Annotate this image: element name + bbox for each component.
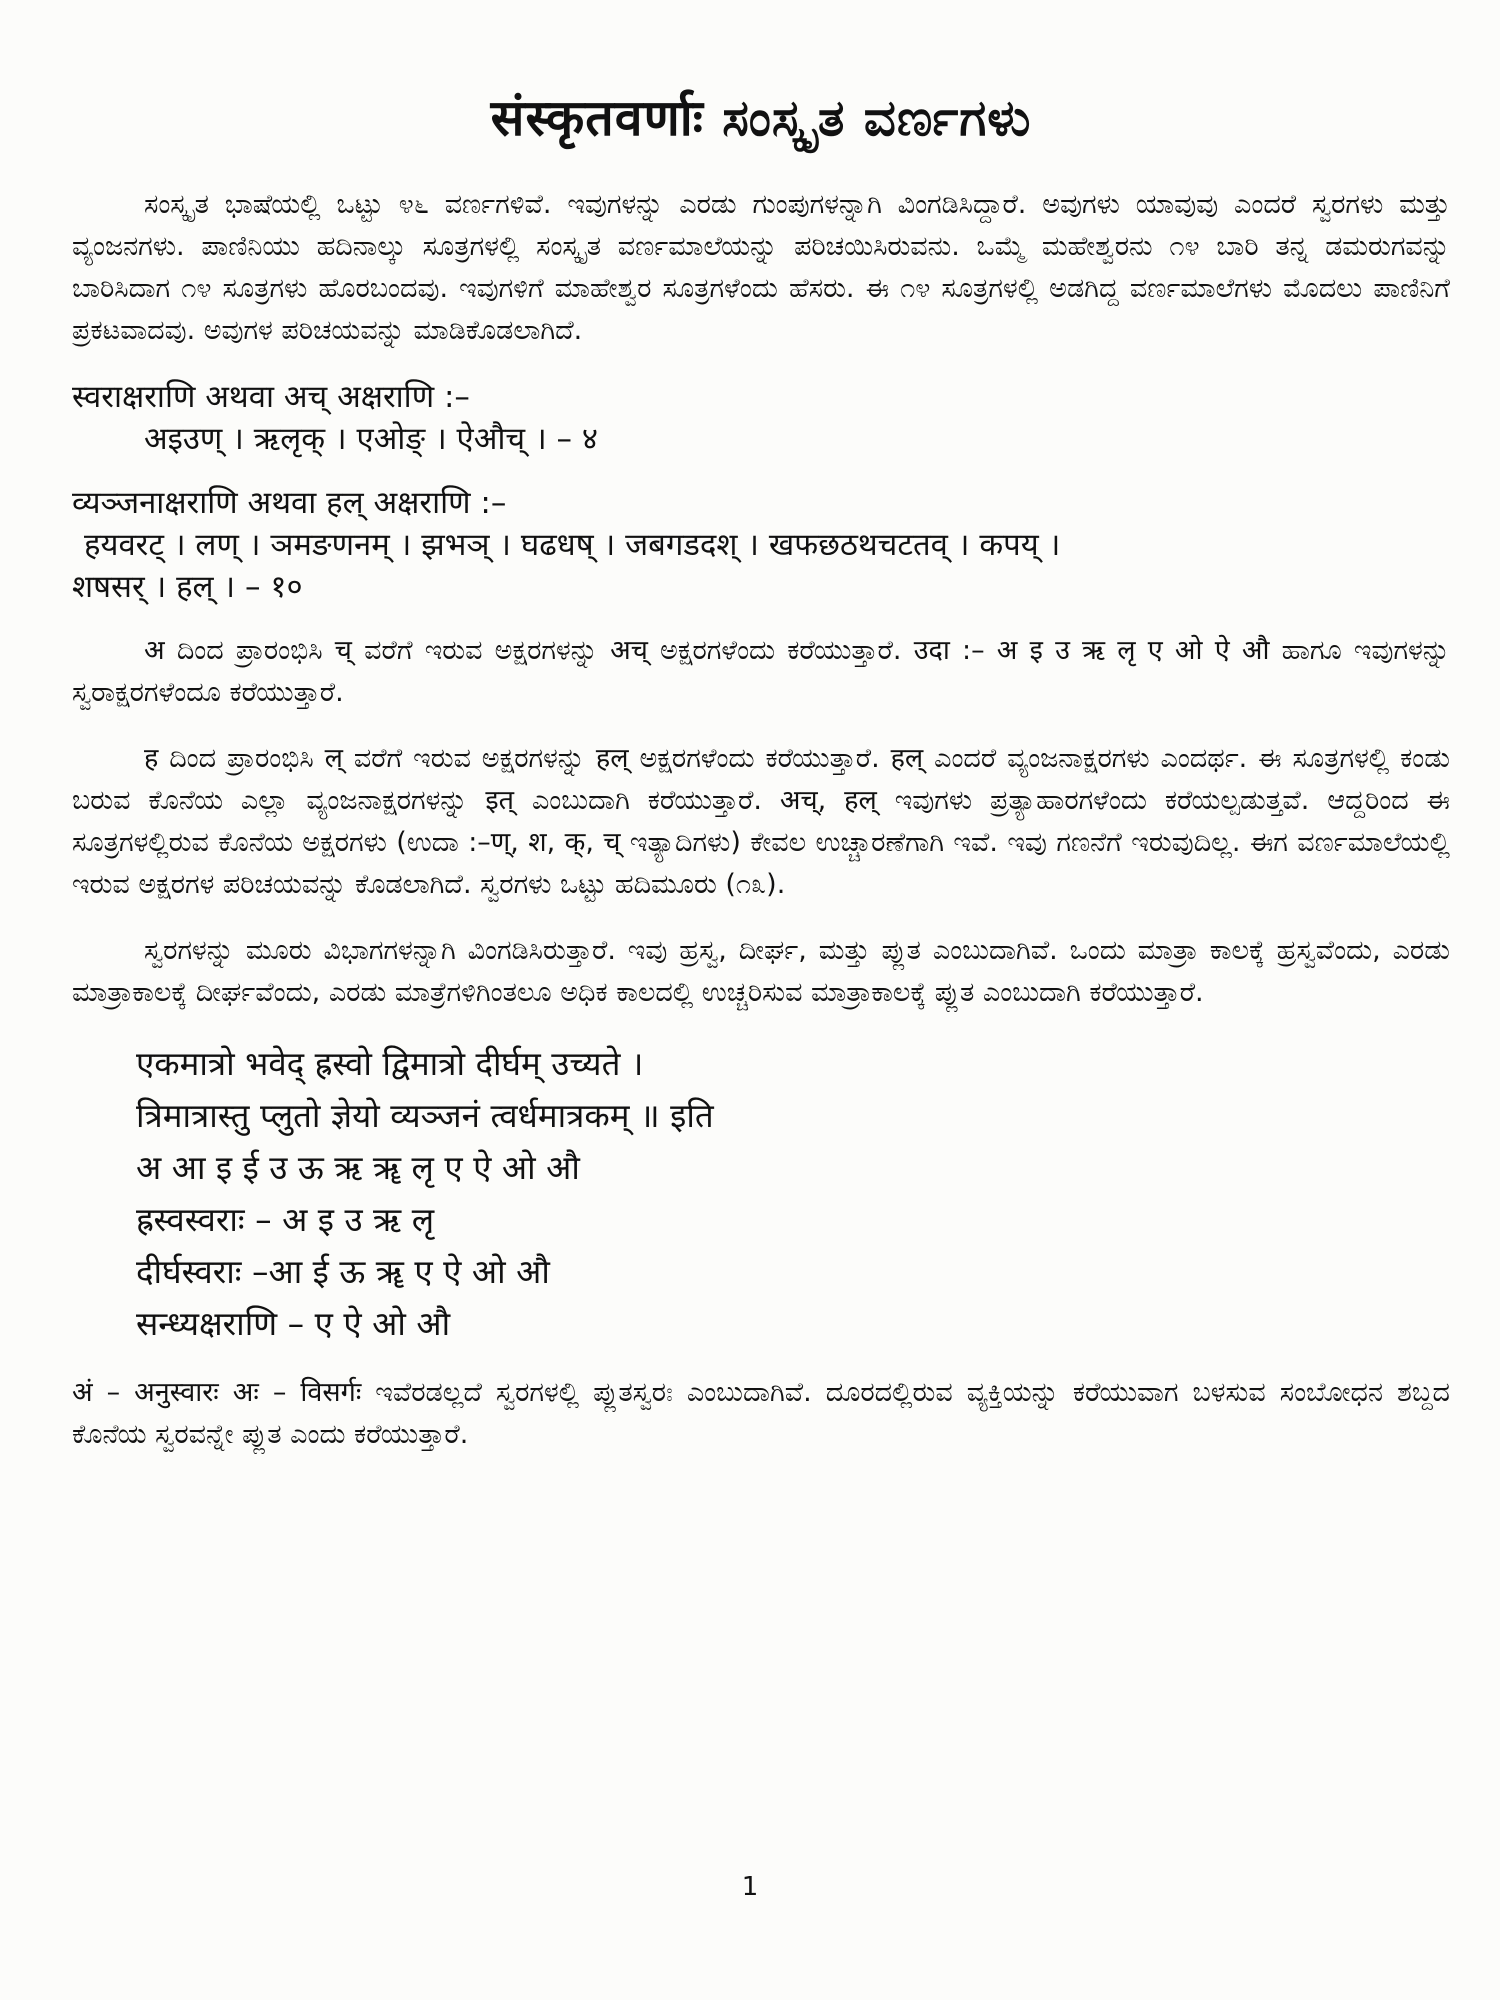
short-vowels-line: ह्रस्वस्वराः – अ इ उ ऋ लृ [136,1200,435,1239]
verse-line: त्रिमात्रास्तु प्लुतो ज्ञेयो व्यञ्जनं त्वर्धमात्रकम् ॥ इति [136,1096,714,1135]
vowel-classification-paragraph: ಸ್ವರಗಳನ್ನು ಮೂರು ವಿಭಾಗಗಳನ್ನಾಗಿ ವಿಂಗಡಿಸಿರುತ್ತಾರೆ. ಇವು ಹ್ರಸ್ವ, ದೀರ್ಘ, ಮತ್ತು ಪ್ಲುತ ಎಂಬುದಾಗಿವೆ. ಒಂದು ಮಾತ್ರಾ ಕಾಲಕ್ಕೆ ಹ್ರಸ್ವವೆಂದು, ಎರಡು ಮಾತ್ರಾಕಾಲಕ್ಕೆ ದೀರ್ಘವೆಂದು, ಎರಡು ಮಾತ್ರೆಗಳಿಗಿಂತಲೂ ಅಧಿಕ ಕಾಲದಲ್ಲಿ ಉಚ್ಚರಿಸುವ ಮಾತ್ರಾಕಾಲಕ್ಕೆ ಪ್ಲುತ ಎಂಬುದಾಗಿ ಕರೆಯುತ್ತಾರೆ. [72,935,1450,1008]
page-number: 1 [741,1872,759,1902]
verse-line: एकमात्रो भवेद् ह्रस्वो द्विमात्रो दीर्घम् उच्यते । [136,1044,644,1083]
intro-paragraph: ಸಂಸ್ಕೃತ ಭಾಷೆಯಲ್ಲಿ ಒಟ್ಟು ೪೬ ವರ್ಣಗಳಿವೆ. ಇವುಗಳನ್ನು ಎರಡು ಗುಂಪುಗಳನ್ನಾಗಿ ವಿಂಗಡಿಸಿದ್ದಾರೆ. ಅವುಗಳು ಯಾವುವು ಎಂದರೆ ಸ್ವರಗಳು ಮತ್ತು ವ್ಯಂಜನಗಳು. ಪಾಣಿನಿಯು ಹದಿನಾಲ್ಕು ಸೂತ್ರಗಳಲ್ಲಿ ಸಂಸ್ಕೃತ ವರ್ಣಮಾಲೆಯನ್ನು ಪರಿಚಯಿಸಿರುವನು. ಒಮ್ಮೆ ಮಹೇಶ್ವರನು ೧೪ ಬಾರಿ ತನ್ನ ಡಮರುಗವನ್ನು ಬಾರಿಸಿದಾಗ ೧೪ ಸೂತ್ರಗಳು ಹೊರಬಂದವು. ಇವುಗಳಿಗೆ ಮಾಹೇಶ್ವರ ಸೂತ್ರಗಳೆಂದು ಹೆಸರು. ಈ ೧೪ ಸೂತ್ರಗಳಲ್ಲಿ ಅಡಗಿದ್ದ ವರ್ಣಮಾಲೆಗಳು ಮೊದಲು ಪಾಣಿನಿಗೆ ಪ್ರಕಟವಾದವು. ಅವುಗಳ ಪರಿಚಯವನ್ನು ಮಾಡಿಕೊಡಲಾಗಿದೆ. [72,189,1450,346]
long-vowels-line: दीर्घस्वराः –आ ई ऊ ॠ ए ऐ ओ औ [136,1252,550,1291]
vowel-sutras-heading: स्वराक्षराणि अथवा अच् अक्षराणि :– [72,379,470,415]
vowel-sutras-line: अइउण् । ऋलृक् । एओङ् । ऐऔच् । – ४ [144,421,599,457]
closing-paragraph: अं – अनुस्वारः अः – विसर्गः ಇವೆರಡಲ್ಲದೆ ಸ್ವರಗಳಲ್ಲಿ ಪ್ಲುತಸ್ವರಃ ಎಂಬುದಾಗಿವೆ. ದೂರದಲ್ಲಿರುವ ವ್ಯಕ್ತಿಯನ್ನು ಕರೆಯುವಾಗ ಬಳಸುವ ಸಂಬೋಧನ ಶಬ್ದದ ಕೊನೆಯ ಸ್ವರವನ್ನೇ ಪ್ಲುತ ಎಂದು ಕರೆಯುತ್ತಾರೆ. [72,1377,1450,1450]
verse-block [72,1038,1450,1350]
vowel-sutras-block [72,376,1450,460]
consonant-sutras-line-1: हयवरट् । लण् । ञमङणनम् । झभञ् । घढधष् । जबगडदश् । खफछठथचटतव् । कपय् । [84,527,1061,563]
ach-paragraph: अ ದಿಂದ ಪ್ರಾರಂಭಿಸಿ च् ವರೆಗೆ ಇರುವ ಅಕ್ಷರಗಳನ್ನು अच् ಅಕ್ಷರಗಳೆಂದು ಕರೆಯುತ್ತಾರೆ. उदा :– अ इ उ ऋ लृ ए ओ ऐ औ ಹಾಗೂ ಇವುಗಳನ್ನು ಸ್ವರಾಕ್ಷರಗಳೆಂದೂ ಕರೆಯುತ್ತಾರೆ. [72,635,1450,708]
diphthongs-line: सन्ध्यक्षराणि – ए ऐ ओ औ [136,1304,451,1343]
vowel-list-line: अ आ इ ई उ ऊ ऋ ॠ लृ ए ऐ ओ औ [136,1148,580,1187]
consonant-sutras-line-2: शषसर् । हल् । – १० [72,569,303,605]
consonant-sutras-heading: व्यञ्जनाक्षराणि अथवा हल् अक्षराणि :– [72,485,507,521]
consonant-sutras-block [72,482,1450,608]
hal-paragraph: ह ದಿಂದ ಪ್ರಾರಂಭಿಸಿ ल् ವರೆಗೆ ಇರುವ ಅಕ್ಷರಗಳನ್ನು हल् ಅಕ್ಷರಗಳೆಂದು ಕರೆಯುತ್ತಾರೆ. हल् ಎಂದರೆ ವ್ಯಂಜನಾಕ್ಷರಗಳು ಎಂದರ್ಥ. ಈ ಸೂತ್ರಗಳಲ್ಲಿ ಕಂಡು ಬರುವ ಕೊನೆಯ ಎಲ್ಲಾ ವ್ಯಂಜನಾಕ್ಷರಗಳನ್ನು इत् ಎಂಬುದಾಗಿ ಕರೆಯುತ್ತಾರೆ. अच्, हल् ಇವುಗಳು ಪ್ರತ್ಯಾಹಾರಗಳೆಂದು ಕರೆಯಲ್ಪಡುತ್ತವೆ. ಆದ್ದರಿಂದ ಈ ಸೂತ್ರಗಳಲ್ಲಿರುವ ಕೊನೆಯ ಅಕ್ಷರಗಳು (ಉದಾ :–ण्, श, क्, च् ಇತ್ಯಾದಿಗಳು) ಕೇವಲ ಉಚ್ಚಾರಣೆಗಾಗಿ ಇವೆ. ಇವು ಗಣನೆಗೆ ಇರುವುದಿಲ್ಲ. ಈಗ ವರ್ಣಮಾಲೆಯಲ್ಲಿ ಇರುವ ಅಕ್ಷರಗಳ ಪರಿಚಯವನ್ನು ಕೊಡಲಾಗಿದೆ. ಸ್ವರಗಳು ಒಟ್ಟು ಹದಿಮೂರು (೧೩). [72,743,1450,900]
page-title: संस्कृतवर्णाः ಸಂಸ್ಕೃತ ವರ್ಣಗಳು [490,89,1032,147]
